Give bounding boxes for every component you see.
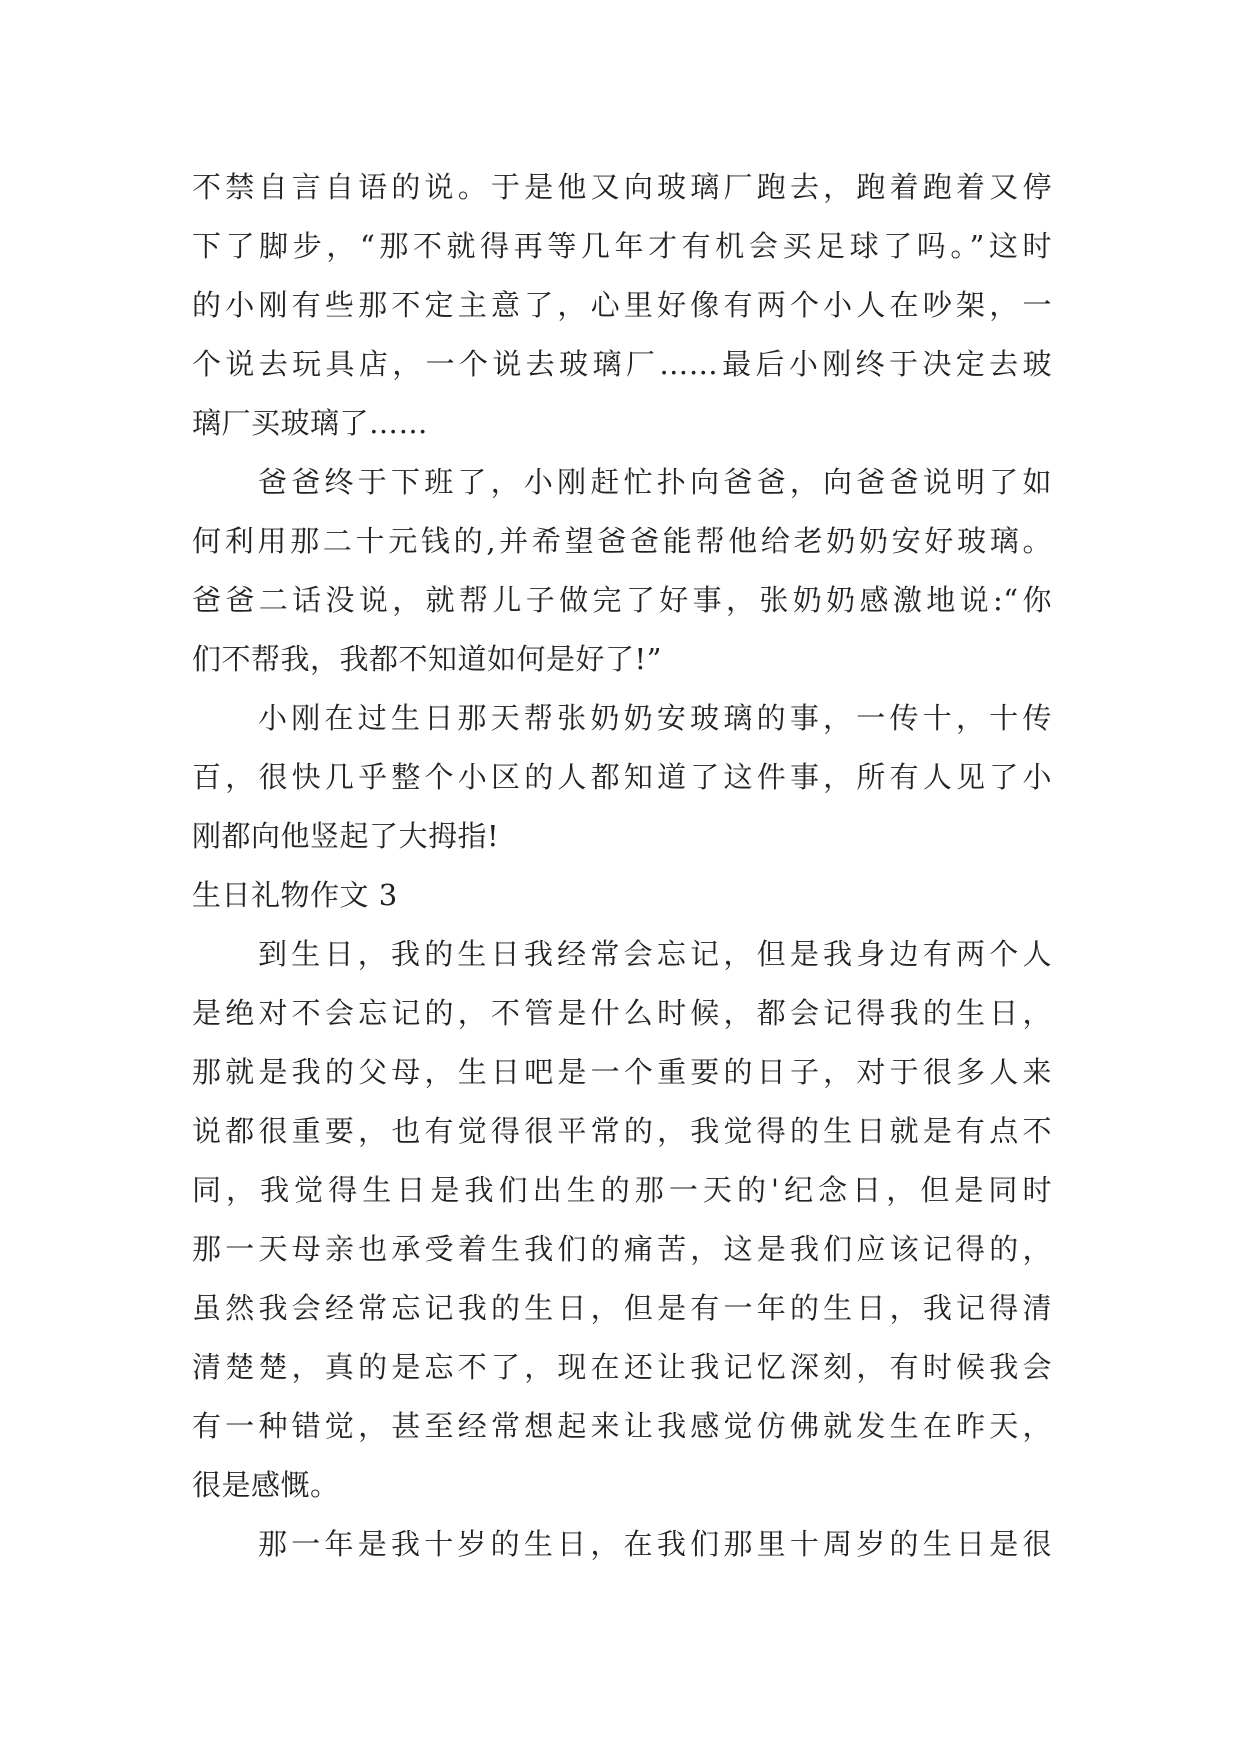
text-line: 很是感慨。	[192, 1468, 340, 1502]
text-line: 说都很重要，也有觉得很平常的，我觉得的生日就是有点不	[192, 1114, 1052, 1148]
text-line: 璃厂买玻璃了……	[192, 406, 429, 440]
text-line: 何利用那二十元钱的,并希望爸爸能帮他给老奶奶安好玻璃。	[192, 524, 1052, 558]
paragraph	[192, 689, 1052, 866]
text-line: 虽然我会经常忘记我的生日，但是有一年的生日，我记得清	[192, 1291, 1052, 1325]
text-line: 下了脚步，“那不就得再等几年才有机会买足球了吗。”这时	[192, 229, 1052, 263]
text-line: 个说去玩具店，一个说去玻璃厂……最后小刚终于决定去玻	[192, 347, 1052, 381]
text-line: 刚都向他竖起了大拇指!	[192, 819, 500, 853]
text-line: 百，很快几乎整个小区的人都知道了这件事，所有人见了小	[192, 760, 1052, 794]
text-line: 那就是我的父母，生日吧是一个重要的日子，对于很多人来	[192, 1055, 1052, 1089]
paragraph	[192, 925, 1052, 1515]
paragraph	[192, 453, 1052, 689]
text-line: 爸爸终于下班了，小刚赶忙扑向爸爸，向爸爸说明了如	[258, 465, 1052, 499]
section-heading: 生日礼物作文 3	[192, 878, 398, 912]
document-body	[192, 158, 1052, 1574]
text-line: 那一年是我十岁的生日，在我们那里十周岁的生日是很	[258, 1527, 1052, 1561]
text-line: 那一天母亲也承受着生我们的痛苦，这是我们应该记得的，	[192, 1232, 1052, 1266]
paragraph	[192, 1515, 1052, 1574]
text-line: 小刚在过生日那天帮张奶奶安玻璃的事，一传十，十传	[258, 701, 1052, 735]
text-line: 们不帮我，我都不知道如何是好了!”	[192, 642, 662, 676]
paragraph	[192, 158, 1052, 453]
text-line: 是绝对不会忘记的，不管是什么时候，都会记得我的生日，	[192, 996, 1052, 1030]
text-line: 清楚楚，真的是忘不了，现在还让我记忆深刻，有时候我会	[192, 1350, 1052, 1384]
text-line: 不禁自言自语的说。于是他又向玻璃厂跑去，跑着跑着又停	[192, 170, 1052, 204]
text-line: 到生日，我的生日我经常会忘记，但是我身边有两个人	[258, 937, 1052, 971]
text-line: 同，我觉得生日是我们出生的那一天的'纪念日，但是同时	[192, 1173, 1052, 1207]
text-line: 的小刚有些那不定主意了，心里好像有两个小人在吵架，一	[192, 288, 1052, 322]
text-line: 有一种错觉，甚至经常想起来让我感觉仿佛就发生在昨天，	[192, 1409, 1052, 1443]
text-line: 爸爸二话没说，就帮儿子做完了好事，张奶奶感激地说:“你	[192, 583, 1052, 617]
